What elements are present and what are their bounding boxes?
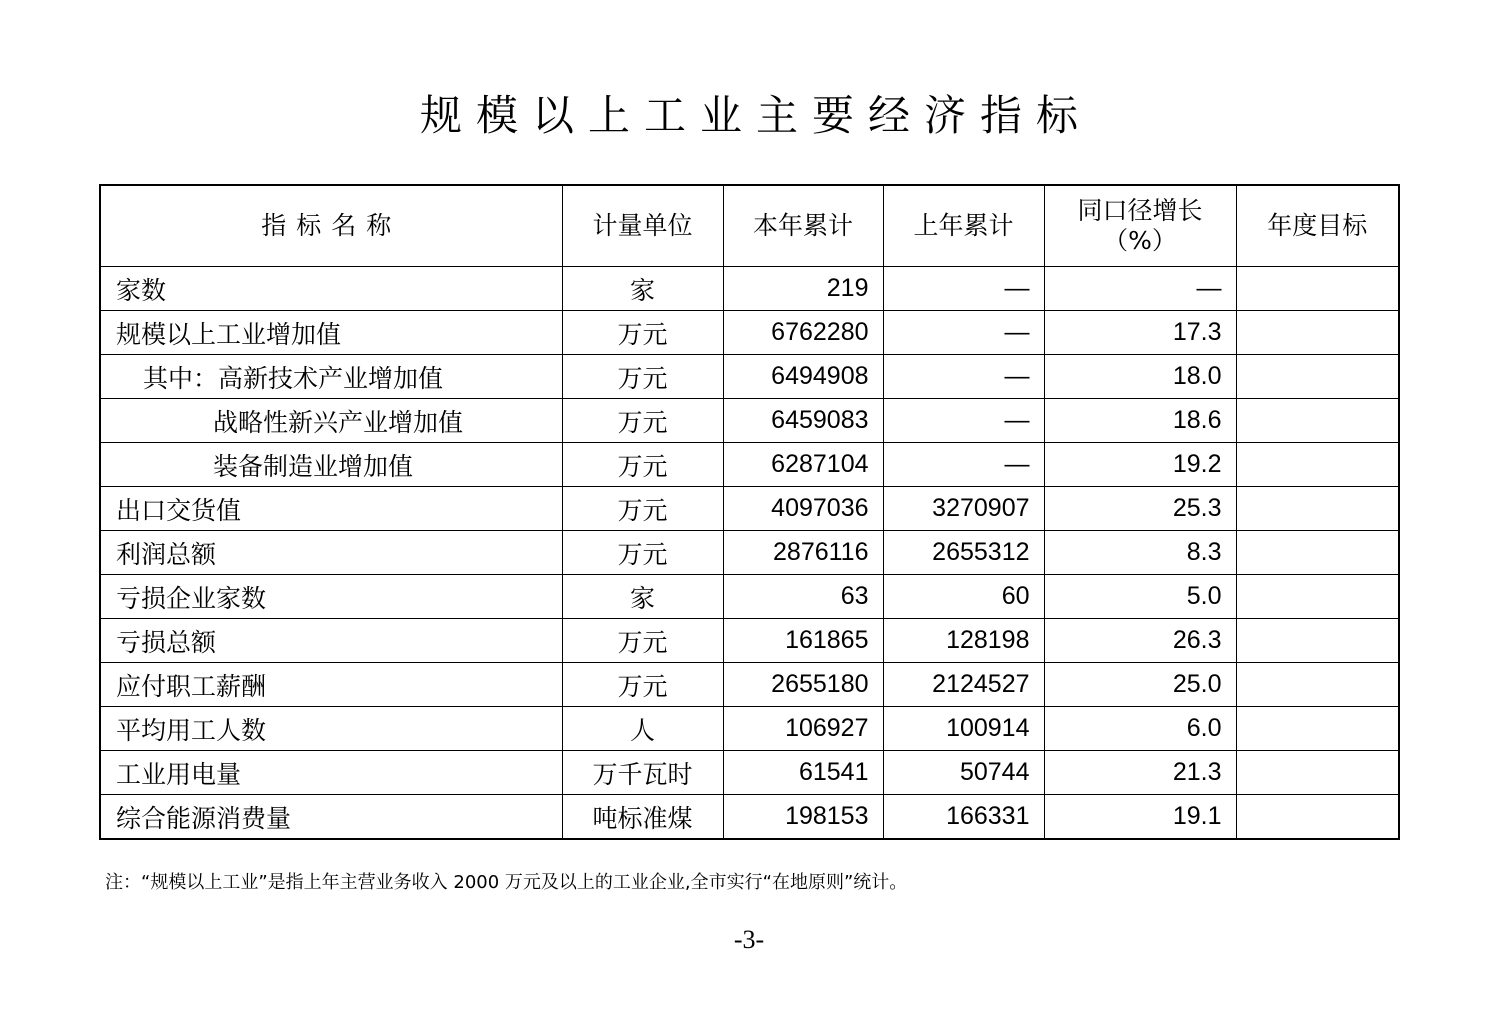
table-row xyxy=(100,355,1399,399)
row-unit: 人 xyxy=(562,707,723,751)
row-growth: 8.3 xyxy=(1044,531,1236,575)
row-growth: 19.2 xyxy=(1044,443,1236,487)
table-row xyxy=(100,619,1399,663)
row-growth: 25.0 xyxy=(1044,663,1236,707)
table-row xyxy=(100,267,1399,311)
footnote: 注：“规模以上工业”是指上年主营业务收入 2000 万元及以上的工业企业,全市实行“在地原则”统计。 xyxy=(105,872,908,893)
header-growth xyxy=(1044,185,1236,267)
row-name: 战略性新兴产业增加值 xyxy=(100,399,562,443)
row-previous: — xyxy=(883,443,1044,487)
table-row xyxy=(100,487,1399,531)
table-row xyxy=(100,531,1399,575)
header-previous-year: 上年累计 xyxy=(883,185,1044,267)
row-growth: 19.1 xyxy=(1044,795,1236,840)
row-unit: 万元 xyxy=(562,487,723,531)
header-annual-target: 年度目标 xyxy=(1236,185,1399,267)
row-unit: 万元 xyxy=(562,355,723,399)
header-growth-label: 同口径增长 xyxy=(1077,196,1203,225)
row-unit: 吨标准煤 xyxy=(562,795,723,840)
row-previous: — xyxy=(883,267,1044,311)
row-growth: 21.3 xyxy=(1044,751,1236,795)
row-growth: 26.3 xyxy=(1044,619,1236,663)
row-previous: 128198 xyxy=(883,619,1044,663)
row-current: 6762280 xyxy=(723,311,883,355)
row-name: 其中：高新技术产业增加值 xyxy=(100,355,562,399)
row-name: 平均用工人数 xyxy=(100,707,562,751)
row-previous: — xyxy=(883,399,1044,443)
row-unit: 家 xyxy=(562,575,723,619)
row-growth: 6.0 xyxy=(1044,707,1236,751)
row-target xyxy=(1236,575,1399,619)
row-growth: — xyxy=(1044,267,1236,311)
row-target xyxy=(1236,795,1399,840)
row-current: 6494908 xyxy=(723,355,883,399)
row-growth: 18.0 xyxy=(1044,355,1236,399)
row-current: 6287104 xyxy=(723,443,883,487)
row-name: 亏损企业家数 xyxy=(100,575,562,619)
row-unit: 万元 xyxy=(562,399,723,443)
row-current: 198153 xyxy=(723,795,883,840)
row-name: 装备制造业增加值 xyxy=(100,443,562,487)
row-target xyxy=(1236,311,1399,355)
row-previous: — xyxy=(883,311,1044,355)
row-target xyxy=(1236,531,1399,575)
header-growth-unit: （%） xyxy=(1103,226,1177,255)
row-previous: 2124527 xyxy=(883,663,1044,707)
row-current: 63 xyxy=(723,575,883,619)
table-row xyxy=(100,575,1399,619)
row-previous: 2655312 xyxy=(883,531,1044,575)
row-previous: 100914 xyxy=(883,707,1044,751)
row-current: 6459083 xyxy=(723,399,883,443)
row-name: 综合能源消费量 xyxy=(100,795,562,840)
row-unit: 万千瓦时 xyxy=(562,751,723,795)
row-current: 106927 xyxy=(723,707,883,751)
row-target xyxy=(1236,443,1399,487)
table-row xyxy=(100,443,1399,487)
row-previous: — xyxy=(883,355,1044,399)
row-unit: 万元 xyxy=(562,619,723,663)
row-growth: 25.3 xyxy=(1044,487,1236,531)
table-row xyxy=(100,707,1399,751)
row-current: 2655180 xyxy=(723,663,883,707)
row-target xyxy=(1236,267,1399,311)
header-current-year: 本年累计 xyxy=(723,185,883,267)
row-target xyxy=(1236,663,1399,707)
row-name: 出口交货值 xyxy=(100,487,562,531)
row-previous: 3270907 xyxy=(883,487,1044,531)
header-unit: 计量单位 xyxy=(562,185,723,267)
row-previous: 50744 xyxy=(883,751,1044,795)
table-row xyxy=(100,311,1399,355)
row-current: 61541 xyxy=(723,751,883,795)
row-growth: 5.0 xyxy=(1044,575,1236,619)
row-current: 219 xyxy=(723,267,883,311)
row-name: 家数 xyxy=(100,267,562,311)
row-name: 亏损总额 xyxy=(100,619,562,663)
table-row xyxy=(100,399,1399,443)
row-unit: 万元 xyxy=(562,443,723,487)
row-unit: 家 xyxy=(562,267,723,311)
table-row xyxy=(100,751,1399,795)
header-indicator-name: 指标名称 xyxy=(100,185,562,267)
row-target xyxy=(1236,487,1399,531)
row-previous: 166331 xyxy=(883,795,1044,840)
row-name: 规模以上工业增加值 xyxy=(100,311,562,355)
row-current: 2876116 xyxy=(723,531,883,575)
row-name: 工业用电量 xyxy=(100,751,562,795)
row-unit: 万元 xyxy=(562,663,723,707)
row-name: 利润总额 xyxy=(100,531,562,575)
page-title: 规模以上工业主要经济指标 xyxy=(419,91,1092,140)
row-target xyxy=(1236,399,1399,443)
table-header-row xyxy=(100,185,1399,267)
row-target xyxy=(1236,619,1399,663)
row-target xyxy=(1236,355,1399,399)
page-number: -3- xyxy=(733,925,765,954)
table-row xyxy=(100,795,1399,840)
row-previous: 60 xyxy=(883,575,1044,619)
row-growth: 17.3 xyxy=(1044,311,1236,355)
row-target xyxy=(1236,751,1399,795)
indicator-table xyxy=(99,184,1400,840)
row-current: 4097036 xyxy=(723,487,883,531)
row-unit: 万元 xyxy=(562,531,723,575)
row-current: 161865 xyxy=(723,619,883,663)
row-target xyxy=(1236,707,1399,751)
table-row xyxy=(100,663,1399,707)
row-growth: 18.6 xyxy=(1044,399,1236,443)
row-name: 应付职工薪酬 xyxy=(100,663,562,707)
row-unit: 万元 xyxy=(562,311,723,355)
